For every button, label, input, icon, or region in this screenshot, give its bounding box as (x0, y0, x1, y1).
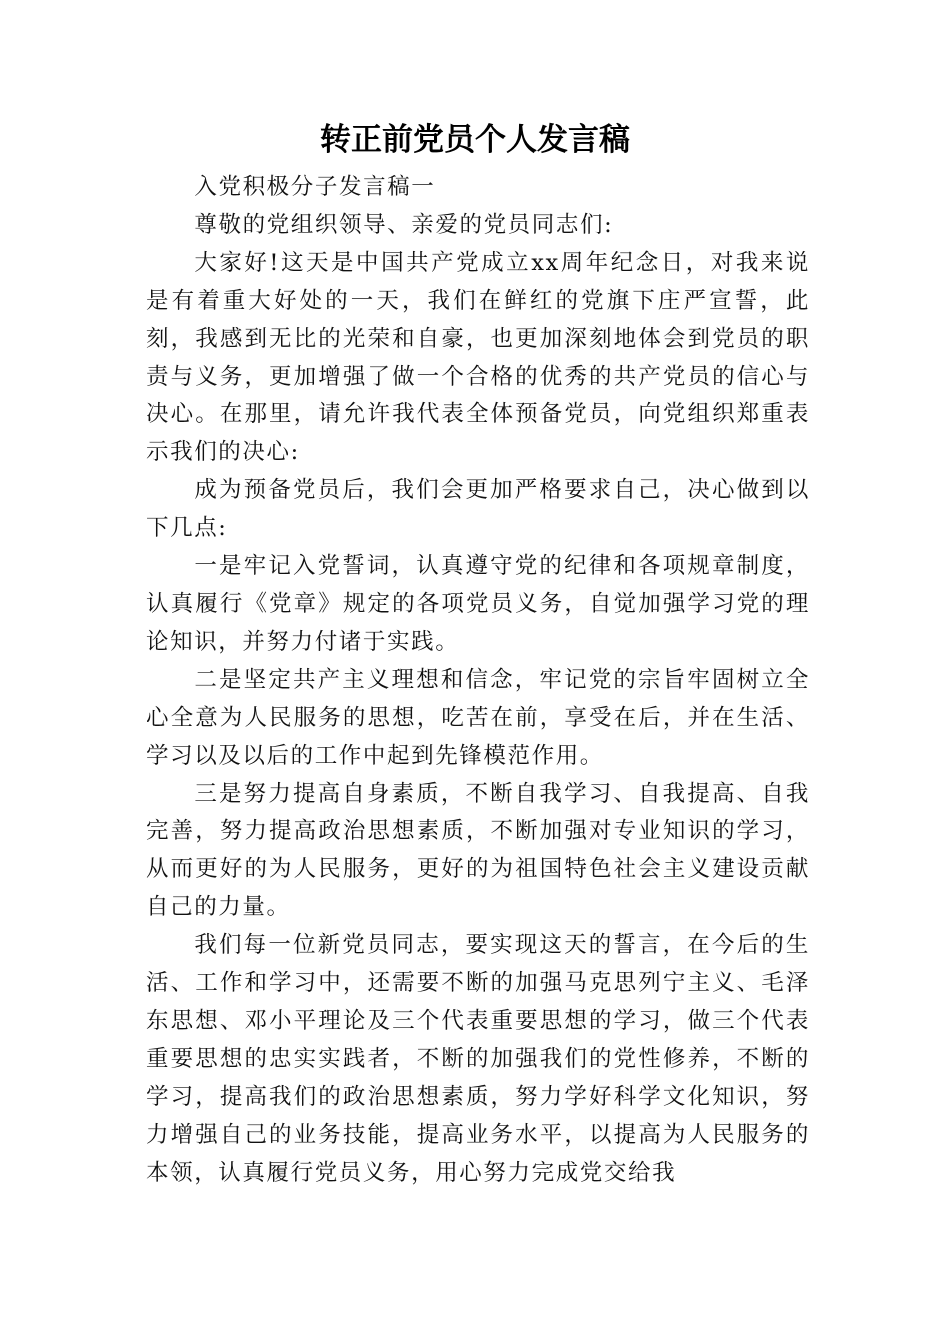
paragraph-point-two: 二是坚定共产主义理想和信念，牢记党的宗旨牢固树立全心全意为人民服务的思想，吃苦在前，享受在后，并在生活、学习以及以后的工作中起到先锋模范作用。 (146, 666, 810, 769)
paragraph-closing: 我们每一位新党员同志，要实现这天的誓言，在今后的生活、工作和学习中，还需要不断的加强马克思列宁主义、毛泽东思想、邓小平理论及三个代表重要思想的学习，做三个代表重要思想的忠实实践者，不断的加强我们的党性修养，不断的学习，提高我们的政治思想素质，努力学好科学文化知识，努力增强自己的业务技能，提高业务水平，以提高为人民服务的本领，认真履行党员义务，用心努力完成党交给我 (146, 932, 810, 1186)
paragraph-greeting: 大家好!这天是中国共产党成立xx周年纪念日，对我来说是有着重大好处的一天，我们在鲜红的党旗下庄严宣誓，此刻，我感到无比的光荣和自豪，也更加深刻地体会到党员的职责与义务，更加增强了做一个合格的优秀的共产党员的信心与决心。在那里，请允许我代表全体预备党员，向党组织郑重表示我们的决心: (146, 249, 810, 466)
paragraph-salutation: 尊敬的党组织领导、亲爱的党员同志们: (194, 211, 614, 238)
paragraph-heading: 入党积极分子发言稿一 (194, 174, 436, 200)
paragraph-point-one: 一是牢记入党誓词，认真遵守党的纪律和各项规章制度，认真履行《党章》规定的各项党员义务，自觉加强学习党的理论知识，并努力付诸于实践。 (146, 553, 810, 655)
document-body (146, 169, 810, 1192)
paragraph-resolution-intro: 成为预备党员后，我们会更加严格要求自己，决心做到以下几点: (146, 477, 810, 542)
paragraph-point-three: 三是努力提高自身素质，不断自我学习、自我提高、自我完善，努力提高政治思想素质，不断加强对专业知识的学习，从而更好的为人民服务，更好的为祖国特色社会主义建设贡献自己的力量。 (146, 780, 810, 921)
document-title: 转正前党员个人发言稿 (320, 122, 630, 158)
